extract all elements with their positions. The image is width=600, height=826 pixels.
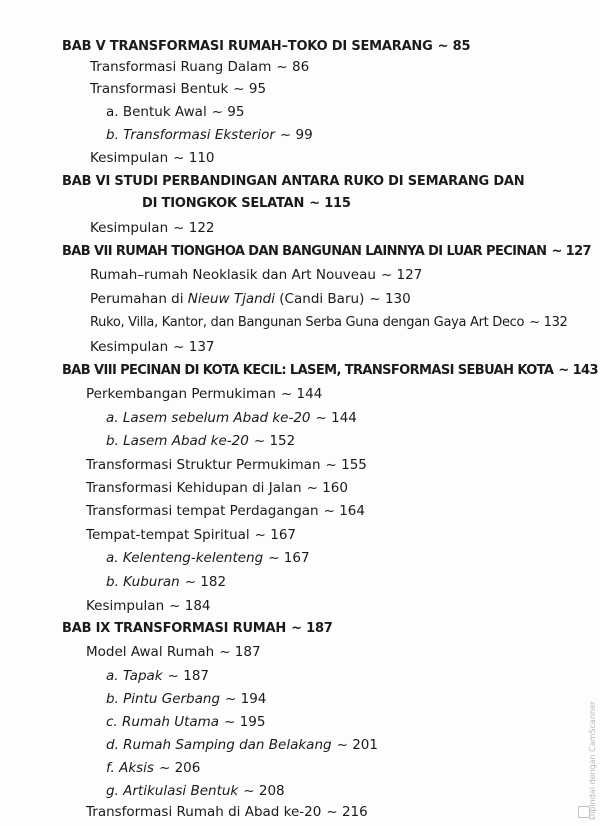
toc-item bbox=[90, 58, 309, 76]
item-title: Transformasi Struktur Permukiman bbox=[86, 457, 321, 473]
page-number: ~ 144 bbox=[280, 386, 323, 402]
item-title: b. Kuburan bbox=[106, 574, 180, 590]
page-number: ~ 155 bbox=[325, 457, 367, 473]
page-number: ~ 206 bbox=[158, 760, 201, 776]
toc-item bbox=[86, 479, 348, 497]
chapter-title: DI TIONGKOK SELATAN bbox=[142, 196, 305, 211]
page-number: ~ 137 bbox=[173, 339, 215, 355]
toc-item bbox=[90, 338, 215, 356]
item-title: b. Lasem Abad ke-20 bbox=[106, 433, 249, 449]
chapter-8-heading bbox=[62, 362, 598, 380]
chapter-title: BAB VIII PECINAN DI KOTA KECIL: LASEM, TRANSFORMASI SEBUAH KOTA bbox=[62, 363, 554, 378]
page-number: ~ 122 bbox=[173, 220, 215, 236]
page-number: ~ 187 bbox=[291, 621, 333, 636]
item-title: Transformasi Rumah di Abad ke-20 bbox=[86, 804, 322, 820]
item-title: a. Tapak bbox=[106, 668, 163, 684]
page-number: ~ 167 bbox=[254, 527, 297, 543]
toc-subitem bbox=[106, 782, 285, 800]
item-title: Perkembangan Permukiman bbox=[86, 386, 276, 402]
toc-item bbox=[86, 597, 211, 615]
item-title: Kesimpulan bbox=[90, 150, 169, 166]
item-title: Kesimpulan bbox=[90, 339, 169, 355]
item-title: d. Rumah Samping dan Belakang bbox=[106, 737, 332, 753]
page-number: ~ 130 bbox=[369, 291, 411, 307]
page-number: ~ 164 bbox=[323, 503, 365, 519]
chapter-6-heading bbox=[62, 173, 524, 191]
item-title: Kesimpulan bbox=[90, 220, 169, 236]
camscanner-icon bbox=[578, 806, 590, 818]
toc-item bbox=[90, 314, 568, 332]
item-title: a. Bentuk Awal bbox=[106, 104, 207, 120]
page-number: ~ 187 bbox=[167, 668, 209, 684]
toc-item bbox=[90, 266, 422, 284]
toc-subitem bbox=[106, 409, 357, 427]
item-title: Transformasi Kehidupan di Jalan bbox=[86, 480, 302, 496]
chapter-title: BAB VI STUDI PERBANDINGAN ANTARA RUKO DI SEMARANG DAN bbox=[62, 174, 525, 189]
toc-item bbox=[90, 290, 411, 308]
page-number: ~ 194 bbox=[225, 691, 267, 707]
toc-subitem bbox=[106, 690, 266, 708]
page-number: ~ 95 bbox=[233, 81, 267, 97]
page-number: ~ 127 bbox=[380, 267, 423, 283]
chapter-7-heading bbox=[62, 243, 591, 261]
page-number: ~ 85 bbox=[437, 39, 471, 54]
item-title: Ruko, Villa, Kantor, dan Bangunan Serba Guna dengan Gaya Art Deco bbox=[90, 315, 525, 330]
page-number: ~ 160 bbox=[306, 480, 348, 496]
toc-subitem bbox=[106, 103, 244, 121]
chapter-title: BAB V TRANSFORMASI RUMAH–TOKO DI SEMARANG bbox=[62, 39, 433, 54]
page-number: ~ 195 bbox=[224, 714, 266, 730]
item-title: a. Kelenteng-kelenteng bbox=[106, 550, 264, 566]
toc-item bbox=[86, 385, 322, 403]
item-title: Tempat-tempat Spiritual bbox=[86, 527, 250, 543]
toc-subitem bbox=[106, 736, 378, 754]
item-title: b. Transformasi Eksterior bbox=[106, 127, 275, 143]
toc-item bbox=[86, 502, 365, 520]
item-title-suffix: (Candi Baru) bbox=[275, 291, 365, 307]
item-title: Kesimpulan bbox=[86, 598, 165, 614]
item-title: c. Rumah Utama bbox=[106, 714, 220, 730]
item-title: Rumah–rumah Neoklasik dan Art Nouveau bbox=[90, 267, 376, 283]
page-number: ~ 127 bbox=[551, 244, 591, 259]
toc-item bbox=[86, 643, 261, 661]
scanner-watermark bbox=[578, 680, 597, 820]
item-title: Transformasi Ruang Dalam bbox=[90, 59, 272, 75]
item-title: Transformasi Bentuk bbox=[90, 81, 229, 97]
item-title: a. Lasem sebelum Abad ke-20 bbox=[106, 410, 311, 426]
toc-subitem bbox=[106, 573, 226, 591]
chapter-6-heading-line2 bbox=[142, 195, 351, 213]
item-title-italic: Nieuw Tjandi bbox=[187, 291, 275, 307]
page-number: ~ 167 bbox=[268, 550, 310, 566]
page-number: ~ 182 bbox=[184, 574, 227, 590]
toc-item bbox=[86, 803, 368, 821]
page-number: ~ 132 bbox=[529, 315, 568, 330]
watermark-text: Dipindai dengan CamScanner bbox=[588, 700, 597, 820]
page-number: ~ 110 bbox=[173, 150, 215, 166]
page-number: ~ 95 bbox=[211, 104, 245, 120]
toc-subitem bbox=[106, 126, 313, 144]
chapter-title: BAB IX TRANSFORMASI RUMAH bbox=[62, 621, 287, 636]
item-title: b. Pintu Gerbang bbox=[106, 691, 221, 707]
item-title: f. Aksis bbox=[106, 760, 154, 776]
page-number: ~ 115 bbox=[309, 196, 351, 211]
page-number: ~ 86 bbox=[276, 59, 310, 75]
page-number: ~ 143 bbox=[558, 363, 598, 378]
item-title: Model Awal Rumah bbox=[86, 644, 215, 660]
chapter-title: BAB VII RUMAH TIONGHOA DAN BANGUNAN LAINNYA DI LUAR PECINAN bbox=[62, 244, 547, 259]
toc-subitem bbox=[106, 549, 310, 567]
page-number: ~ 216 bbox=[326, 804, 368, 820]
toc-subitem bbox=[106, 667, 209, 685]
page-number: ~ 144 bbox=[315, 410, 357, 426]
toc-item bbox=[86, 456, 367, 474]
toc-item bbox=[90, 149, 215, 167]
toc-subitem bbox=[106, 759, 200, 777]
page-number: ~ 99 bbox=[279, 127, 313, 143]
chapter-5-heading bbox=[62, 38, 470, 56]
item-title: Perumahan di bbox=[90, 291, 188, 307]
toc-item bbox=[90, 219, 215, 237]
item-title: g. Artikulasi Bentuk bbox=[106, 783, 239, 799]
page-number: ~ 184 bbox=[169, 598, 211, 614]
toc-subitem bbox=[106, 713, 265, 731]
page-number: ~ 187 bbox=[219, 644, 261, 660]
page-number: ~ 208 bbox=[243, 783, 285, 799]
page-number: ~ 201 bbox=[336, 737, 378, 753]
page-number: ~ 152 bbox=[253, 433, 296, 449]
toc-item bbox=[90, 80, 266, 98]
item-title: Transformasi tempat Perdagangan bbox=[86, 503, 319, 519]
toc-subitem bbox=[106, 432, 295, 450]
toc-item bbox=[86, 526, 296, 544]
chapter-9-heading bbox=[62, 620, 333, 638]
